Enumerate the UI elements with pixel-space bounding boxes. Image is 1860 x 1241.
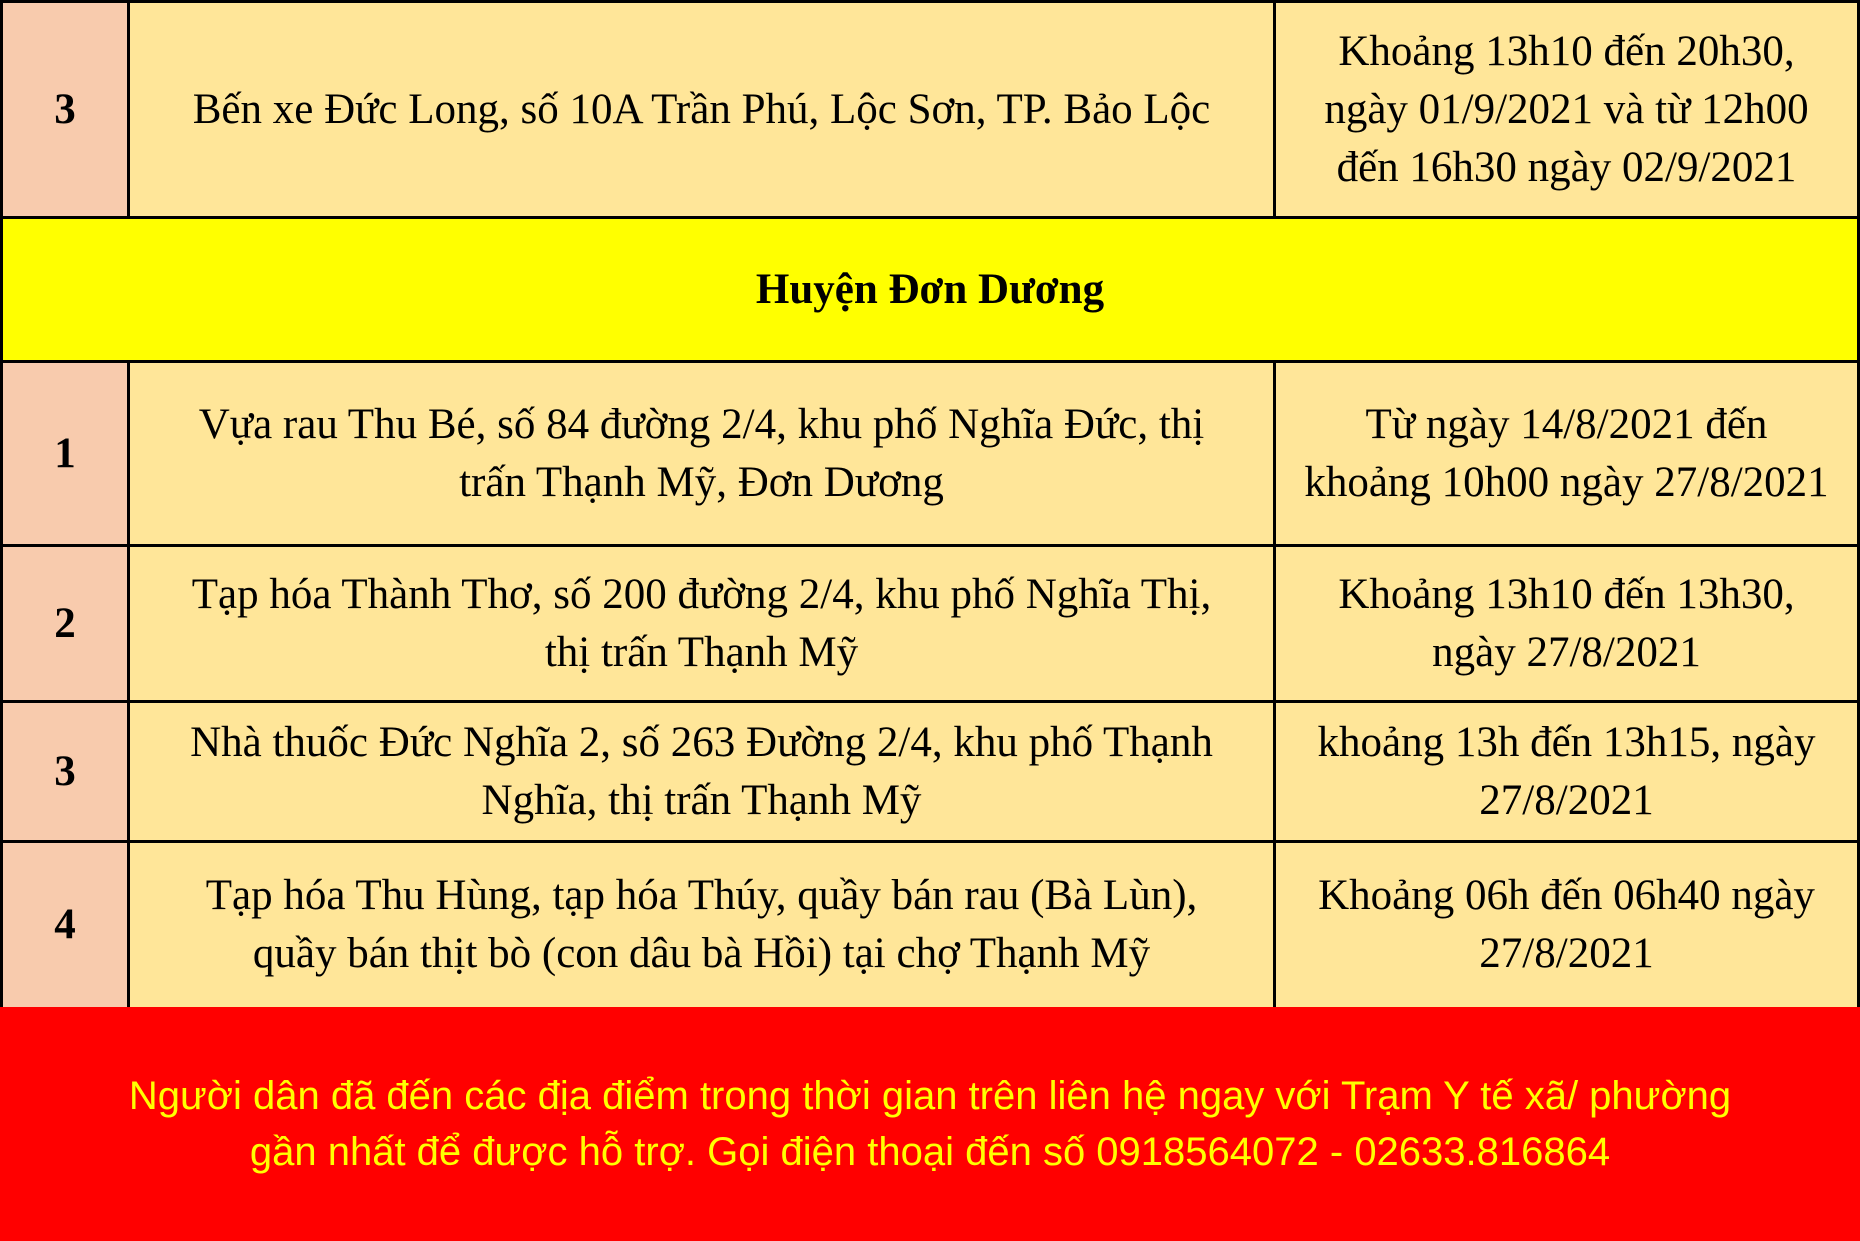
location-cell: Tạp hóa Thành Thơ, số 200 đường 2/4, khu phố Nghĩa Thị, thị trấn Thạnh Mỹ (129, 546, 1275, 702)
row-number: 3 (2, 702, 129, 842)
table-row (2, 842, 1859, 1009)
time-cell: Khoảng 06h đến 06h40 ngày 27/8/2021 (1275, 842, 1859, 1009)
location-cell: Bến xe Đức Long, số 10A Trần Phú, Lộc Sơn, TP. Bảo Lộc (129, 2, 1275, 218)
row-number: 2 (2, 546, 129, 702)
table-row (2, 362, 1859, 546)
contact-notice-band (0, 1007, 1860, 1241)
location-cell: Vựa rau Thu Bé, số 84 đường 2/4, khu phố Nghĩa Đức, thị trấn Thạnh Mỹ, Đơn Dương (129, 362, 1275, 546)
time-cell: Khoảng 13h10 đến 13h30, ngày 27/8/2021 (1275, 546, 1859, 702)
table-row (2, 546, 1859, 702)
time-cell: khoảng 13h đến 13h15, ngày 27/8/2021 (1275, 702, 1859, 842)
row-number: 3 (2, 2, 129, 218)
table-row (2, 2, 1859, 218)
row-number: 4 (2, 842, 129, 1009)
table-row (2, 702, 1859, 842)
location-cell: Tạp hóa Thu Hùng, tạp hóa Thúy, quầy bán rau (Bà Lùn), quầy bán thịt bò (con dâu bà Hồi) tại chợ Thạnh Mỹ (129, 842, 1275, 1009)
section-row (2, 218, 1859, 362)
location-cell: Nhà thuốc Đức Nghĩa 2, số 263 Đường 2/4, khu phố Thạnh Nghĩa, thị trấn Thạnh Mỹ (129, 702, 1275, 842)
section-title: Huyện Đơn Dương (2, 218, 1859, 362)
contact-notice-text: Người dân đã đến các địa điểm trong thời gian trên liên hệ ngay với Trạm Y tế xã/ phường gần nhất để được hỗ trợ. Gọi điện thoại đến số 0918564072 - 02633.816864 (128, 1074, 1732, 1174)
time-cell: Từ ngày 14/8/2021 đến khoảng 10h00 ngày 27/8/2021 (1275, 362, 1859, 546)
row-number: 1 (2, 362, 129, 546)
time-cell: Khoảng 13h10 đến 20h30, ngày 01/9/2021 và từ 12h00 đến 16h30 ngày 02/9/2021 (1275, 2, 1859, 218)
